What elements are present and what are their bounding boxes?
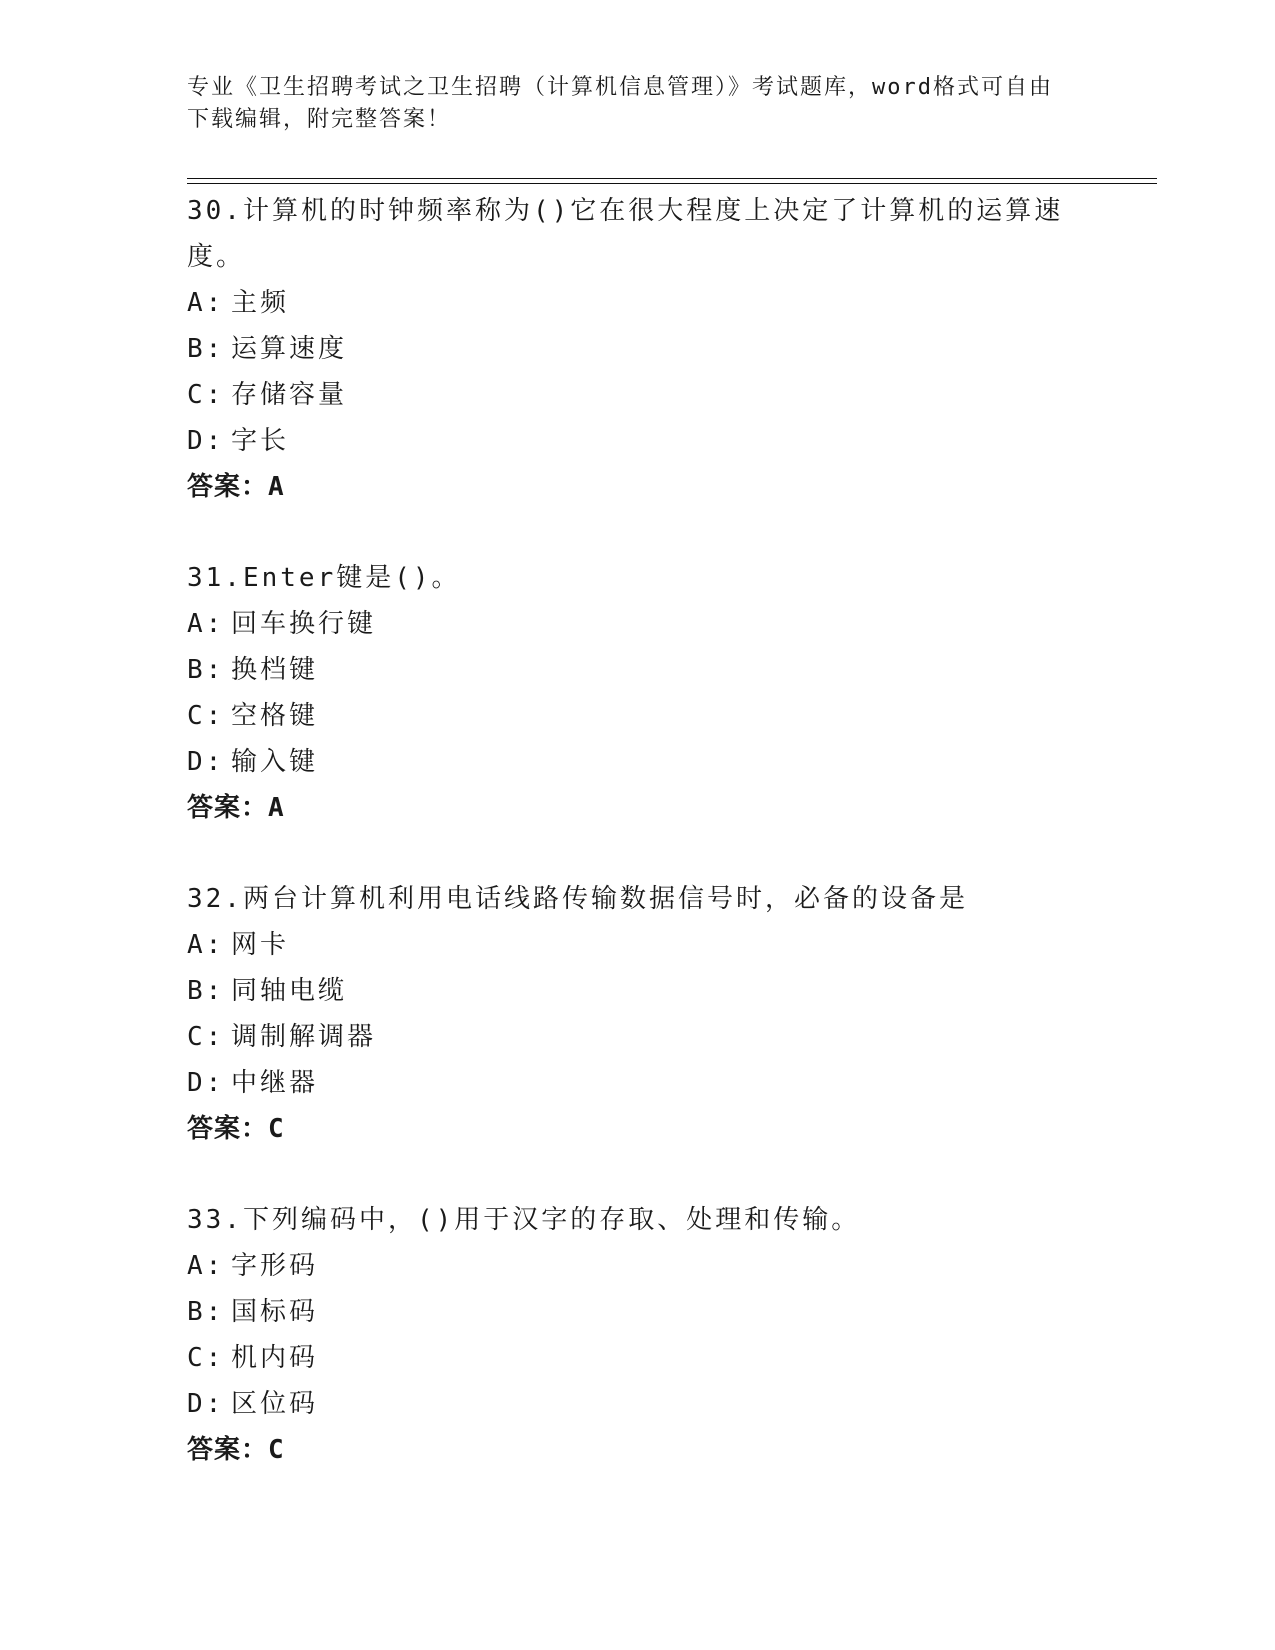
option-key: B: [187, 1297, 225, 1327]
option-key: B: [187, 976, 225, 1006]
question-item [187, 555, 1087, 831]
question-stem: 32.两台计算机利用电话线路传输数据信号时，必备的设备是 [187, 884, 968, 914]
question-list [187, 188, 1087, 1518]
option-d [187, 1381, 1087, 1427]
answer-label: 答案： [187, 1435, 269, 1465]
answer-line [187, 785, 1087, 831]
option-key: D: [187, 747, 225, 777]
option-a [187, 1243, 1087, 1289]
option-text: 字形码 [231, 1251, 319, 1281]
option-text: 机内码 [231, 1343, 319, 1373]
option-key: D: [187, 1389, 225, 1419]
option-text: 运算速度 [231, 334, 348, 364]
answer-value: A [268, 472, 285, 502]
option-key: A: [187, 930, 225, 960]
option-b [187, 968, 1087, 1014]
answer-value: A [268, 793, 285, 823]
option-key: B: [187, 655, 225, 685]
option-key: B: [187, 334, 225, 364]
option-text: 同轴电缆 [231, 976, 348, 1006]
option-text: 字长 [231, 426, 290, 456]
option-b [187, 326, 1087, 372]
answer-label: 答案： [187, 1114, 269, 1144]
option-c [187, 1335, 1087, 1381]
option-text: 存储容量 [231, 380, 348, 410]
option-b [187, 1289, 1087, 1335]
option-text: 主频 [231, 288, 290, 318]
option-text: 区位码 [231, 1389, 319, 1419]
option-a [187, 922, 1087, 968]
option-text: 空格键 [231, 701, 319, 731]
question-item [187, 1197, 1087, 1473]
option-text: 调制解调器 [231, 1022, 377, 1052]
question-item [187, 876, 1087, 1152]
option-key: C: [187, 701, 225, 731]
option-key: A: [187, 1251, 225, 1281]
header-rule-bottom [187, 183, 1157, 184]
answer-line [187, 1106, 1087, 1152]
option-text: 网卡 [231, 930, 290, 960]
option-a [187, 601, 1087, 647]
option-key: D: [187, 426, 225, 456]
document-intro: 专业《卫生招聘考试之卫生招聘（计算机信息管理）》考试题库，word格式可自由下载编辑，附完整答案！ [187, 75, 1053, 132]
option-a [187, 280, 1087, 326]
option-text: 输入键 [231, 747, 319, 777]
option-d [187, 739, 1087, 785]
question-stem: 30.计算机的时钟频率称为()它在很大程度上决定了计算机的运算速度。 [187, 196, 1064, 272]
header-rule-top [187, 178, 1157, 179]
option-b [187, 647, 1087, 693]
option-d [187, 1060, 1087, 1106]
question-stem: 31.Enter键是()。 [187, 563, 461, 593]
answer-value: C [268, 1114, 285, 1144]
answer-line [187, 1427, 1087, 1473]
answer-label: 答案： [187, 472, 269, 502]
option-key: D: [187, 1068, 225, 1098]
option-c [187, 1014, 1087, 1060]
option-text: 中继器 [231, 1068, 319, 1098]
answer-line [187, 464, 1087, 510]
option-c [187, 372, 1087, 418]
option-d [187, 418, 1087, 464]
option-c [187, 693, 1087, 739]
option-text: 国标码 [231, 1297, 319, 1327]
option-text: 回车换行键 [231, 609, 377, 639]
question-item [187, 188, 1087, 510]
option-text: 换档键 [231, 655, 319, 685]
option-key: C: [187, 380, 225, 410]
option-key: A: [187, 609, 225, 639]
option-key: A: [187, 288, 225, 318]
question-stem: 33.下列编码中，()用于汉字的存取、处理和传输。 [187, 1205, 861, 1235]
answer-label: 答案： [187, 793, 269, 823]
option-key: C: [187, 1022, 225, 1052]
answer-value: C [268, 1435, 285, 1465]
option-key: C: [187, 1343, 225, 1373]
